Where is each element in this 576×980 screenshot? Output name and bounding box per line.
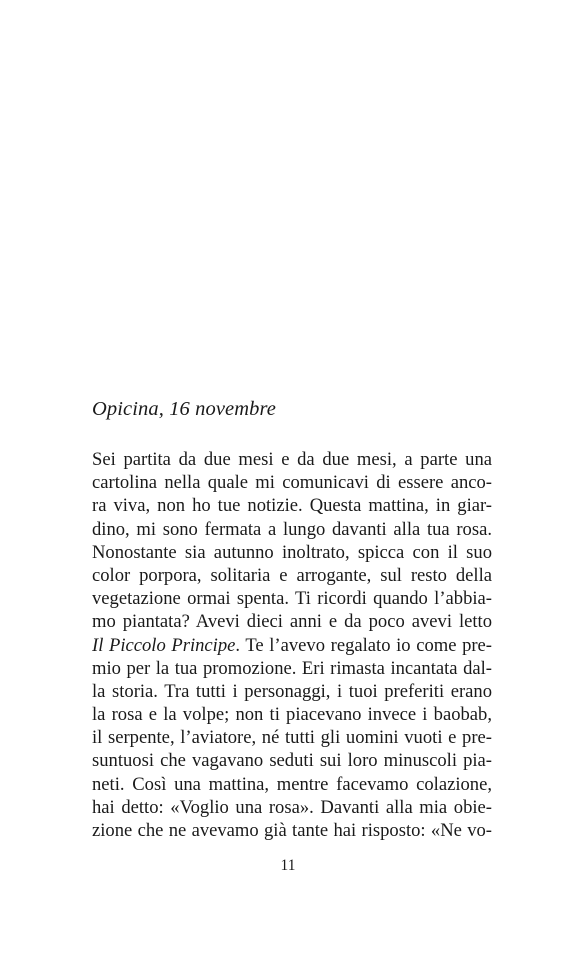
text-line: la rosa e la volpe; non ti piacevano invece i baobab, (92, 704, 492, 726)
text-line: dino, mi sono fermata a lungo davanti alla tua rosa. (92, 518, 492, 540)
text-line: vegetazione ormai spenta. Ti ricordi quando l’abbia- (92, 588, 492, 610)
text-line: la storia. Tra tutti i personaggi, i tuoi preferiti erano (92, 680, 492, 702)
page-number: 11 (280, 857, 296, 874)
text-line: Sei partita da due mesi e da due mesi, a parte una (92, 449, 492, 470)
text-line: zione che ne avevamo già tante hai risposto: «Ne vo- (92, 820, 492, 841)
text-line: cartolina nella quale mi comunicavi di essere anco- (92, 472, 492, 494)
book-title: Il Piccolo Principe (92, 634, 236, 656)
text-line: hai detto: «Voglio una rosa». Davanti alla mia obie- (92, 796, 492, 818)
text-line: il serpente, l’aviatore, né tutti gli uomini vuoti e pre- (92, 727, 492, 749)
text-line: mo piantata? Avevi dieci anni e da poco avevi letto (92, 611, 492, 633)
text-line: suntuosi che vagavano seduti sui loro minuscoli pia- (92, 750, 492, 772)
letter-body (92, 448, 492, 842)
text-line: mio per la tua promozione. Eri rimasta incantata dal- (92, 657, 492, 679)
text-line: Nonostante sia autunno inoltrato, spicca con il suo (92, 541, 492, 563)
letter-heading: Opicina, 16 novembre (92, 398, 276, 420)
text-line-book-title: Il Piccolo Principe. Te l’avevo regalato io come pre- (92, 634, 492, 656)
text-line: ra viva, non ho tue notizie. Questa mattina, in giar- (92, 495, 492, 517)
text-line: neti. Così una mattina, mentre facevamo colazione, (92, 773, 492, 795)
text-line: color porpora, solitaria e arrogante, sul resto della (92, 564, 492, 586)
